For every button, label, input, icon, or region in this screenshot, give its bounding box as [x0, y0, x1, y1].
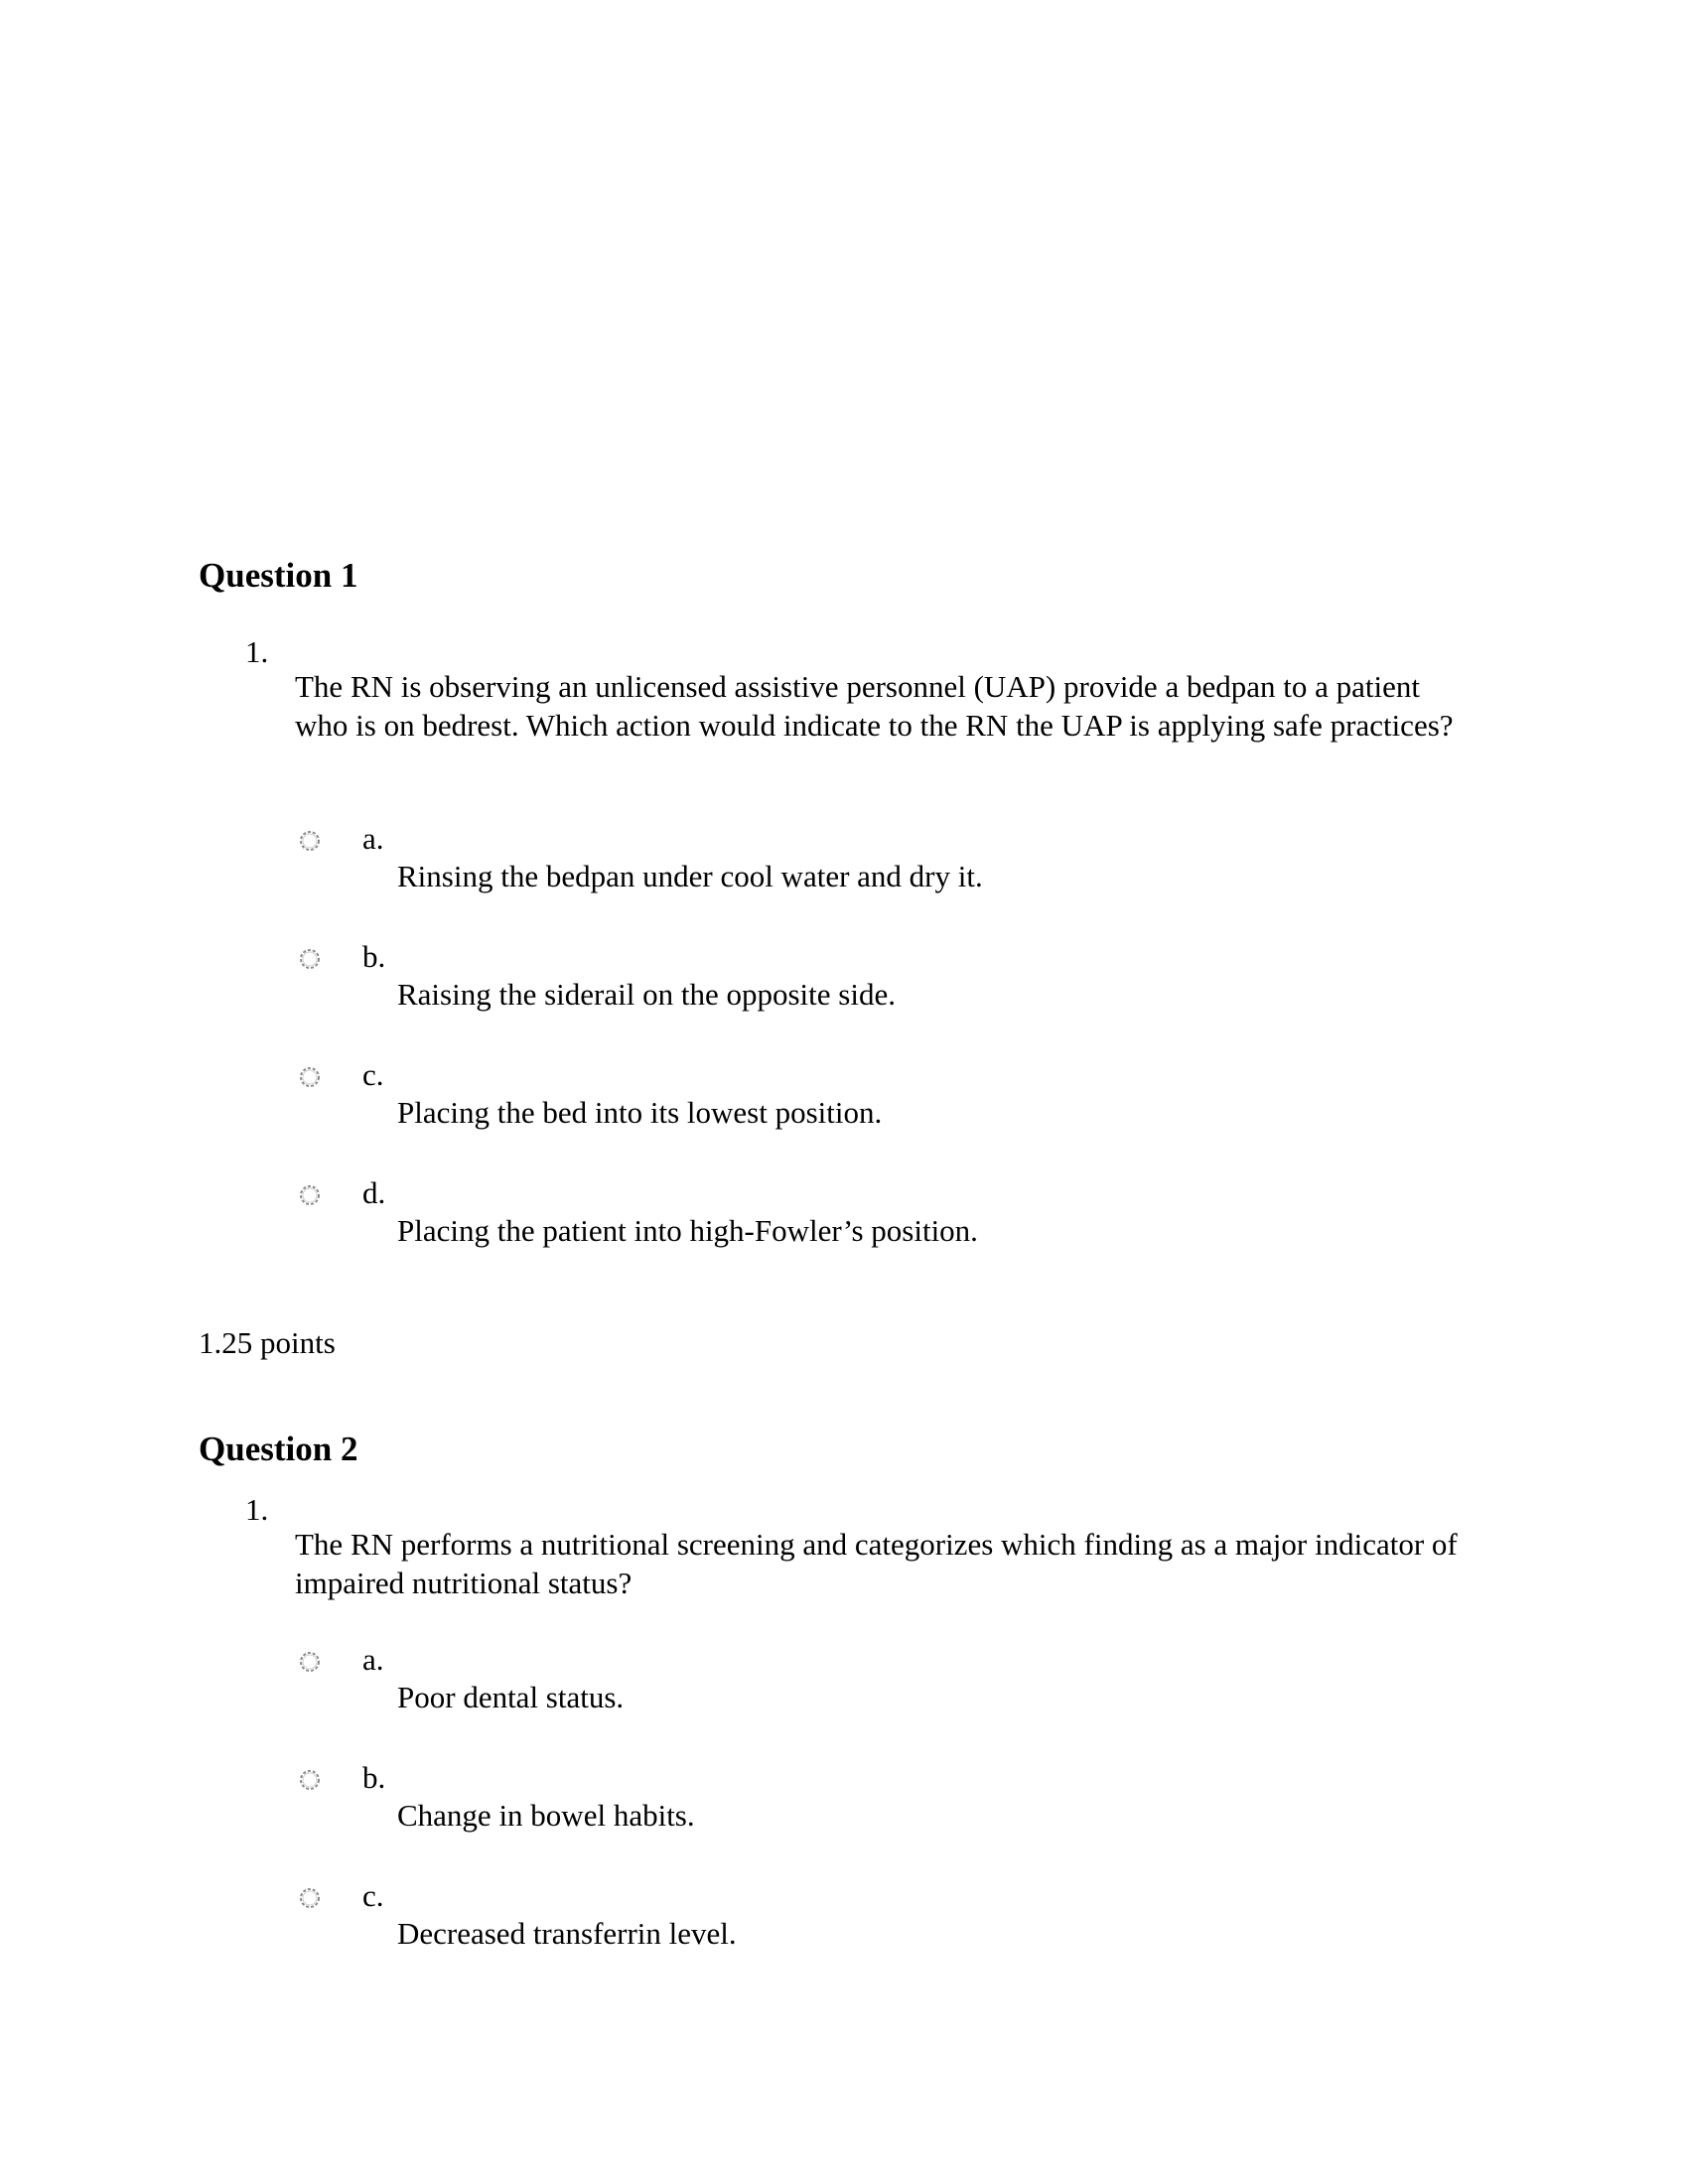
option-text: Rinsing the bedpan under cool water and dry it. [397, 859, 983, 893]
radio-button-icon[interactable] [298, 1768, 322, 1792]
radio-button-icon[interactable] [298, 1650, 322, 1674]
option-text: Decreased transferrin level. [397, 1916, 737, 1951]
option-letter: d. [362, 1175, 386, 1210]
option-letter: a. [362, 1642, 384, 1677]
answer-option-b[interactable] [298, 1758, 1390, 1847]
question-1 [199, 551, 1489, 1425]
question-number: 1. [245, 634, 269, 669]
answer-option-c[interactable] [298, 1055, 1390, 1145]
question-number: 1. [245, 1492, 269, 1527]
answer-option-d[interactable] [298, 1173, 1390, 1263]
question-points: 1.25 points [199, 1325, 336, 1360]
option-letter: a. [362, 821, 384, 856]
option-text: Poor dental status. [397, 1680, 625, 1714]
option-letter: c. [362, 1878, 384, 1913]
option-letter: c. [362, 1057, 384, 1092]
answer-option-b[interactable] [298, 937, 1390, 1026]
question-title: Question 1 [199, 556, 358, 595]
option-text: Placing the bed into its lowest position. [397, 1095, 883, 1130]
question-2 [199, 1425, 1489, 2020]
radio-button-icon[interactable] [298, 1886, 322, 1910]
question-text: The RN is observing an unlicensed assistive personnel (UAP) provide a bedpan to a patient who is on bedrest. Which action would indicate to the RN the UAP is applying safe practices? [295, 669, 1454, 743]
answer-option-a[interactable] [298, 1640, 1390, 1729]
radio-button-icon[interactable] [298, 1183, 322, 1207]
radio-button-icon[interactable] [298, 829, 322, 853]
option-letter: b. [362, 939, 386, 974]
option-text: Raising the siderail on the opposite side. [397, 977, 896, 1012]
question-text: The RN performs a nutritional screening and categorizes which finding as a major indicator of impaired nutritional status? [295, 1527, 1458, 1600]
answer-option-a[interactable] [298, 819, 1390, 908]
radio-button-icon[interactable] [298, 947, 322, 971]
question-title: Question 2 [199, 1430, 358, 1468]
answer-option-c[interactable] [298, 1876, 1390, 1966]
option-text: Placing the patient into high-Fowler’s position. [397, 1213, 978, 1248]
option-letter: b. [362, 1760, 386, 1795]
page-content [199, 551, 1489, 2020]
option-text: Change in bowel habits. [397, 1798, 695, 1833]
radio-button-icon[interactable] [298, 1065, 322, 1089]
